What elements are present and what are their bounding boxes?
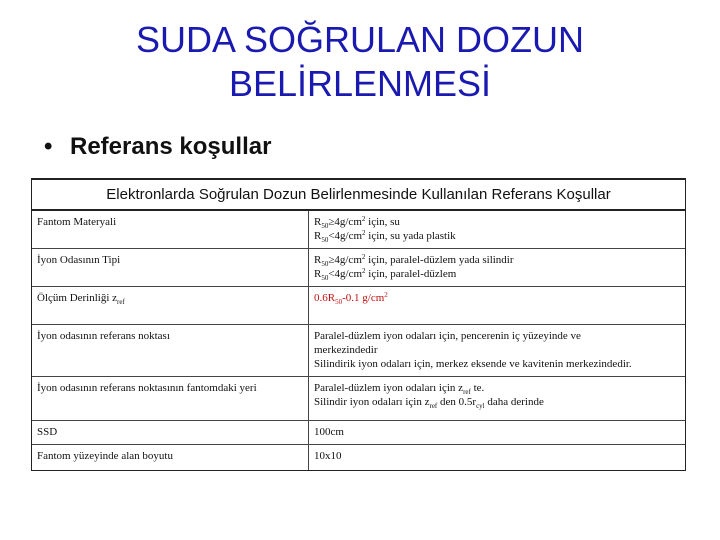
table-row <box>32 445 685 470</box>
condition-label: İyon odasının referans noktası <box>32 325 309 376</box>
table-row <box>32 287 685 325</box>
slide-title <box>0 18 720 106</box>
table-row <box>32 211 685 249</box>
bullet-text: Referans koşullar <box>70 133 272 160</box>
table-header: Elektronlarda Soğrulan Dozun Belirlenmesinde Kullanılan Referans Koşullar <box>32 180 685 211</box>
slide-title-line-1: SUDA SOĞRULAN DOZUN <box>135 19 585 60</box>
value-line: $R_{50}<4g/cm^2$ için, su yada plastik <box>314 229 456 244</box>
condition-label: İyon Odasının Tipi <box>32 249 309 286</box>
slide-title-line-2: BELİRLENMESİ <box>228 63 492 104</box>
value-line: Silindir iyon odaları için $z_{ref}$ den $0.5r_{cyl}$ daha derinde <box>314 396 544 410</box>
condition-value <box>309 287 685 324</box>
condition-label: İyon odasının referans noktasının fantomdaki yeri <box>32 377 309 420</box>
value-line: merkezindedir <box>314 344 378 356</box>
table-row <box>32 325 685 377</box>
condition-label: Ölçüm Derinliği $z_{ref}$ <box>32 287 309 324</box>
condition-value <box>309 211 685 248</box>
condition-value <box>309 421 685 444</box>
table-row <box>32 421 685 445</box>
value-line: Paralel-düzlem iyon odaları için $z_{ref}$ te. <box>314 382 485 396</box>
condition-value <box>309 249 685 286</box>
value-line: $R_{50}<4g/cm^2$ için, paralel-düzlem <box>314 267 457 282</box>
value-line: 10x10 <box>314 450 342 462</box>
value-line: $R_{50}\ge 4g/cm^2$ için, su <box>314 215 400 230</box>
bullet-dot-icon: • <box>44 133 53 160</box>
condition-value <box>309 325 685 376</box>
condition-label: SSD <box>32 421 309 444</box>
value-line: Paralel-düzlem iyon odaları için, pencerenin iç yüzeyinde ve <box>314 330 581 342</box>
table-row <box>32 249 685 287</box>
bullet-item <box>44 133 271 161</box>
reference-conditions-table <box>31 178 686 471</box>
condition-value <box>309 377 685 420</box>
value-line: $0.6R_{50}-0.1$ $g/cm^2$ <box>314 291 388 306</box>
condition-label: Fantom yüzeyinde alan boyutu <box>32 445 309 470</box>
value-line: 100cm <box>314 426 344 438</box>
condition-label: Fantom Materyali <box>32 211 309 248</box>
value-line: Silindirik iyon odaları için, merkez eksende ve kavitenin merkezindedir. <box>314 358 632 370</box>
condition-value <box>309 445 685 470</box>
table-row <box>32 377 685 421</box>
table-body <box>32 211 685 470</box>
value-line: $R_{50}\ge 4g/cm^2$ için, paralel-düzlem yada silindir <box>314 253 514 268</box>
